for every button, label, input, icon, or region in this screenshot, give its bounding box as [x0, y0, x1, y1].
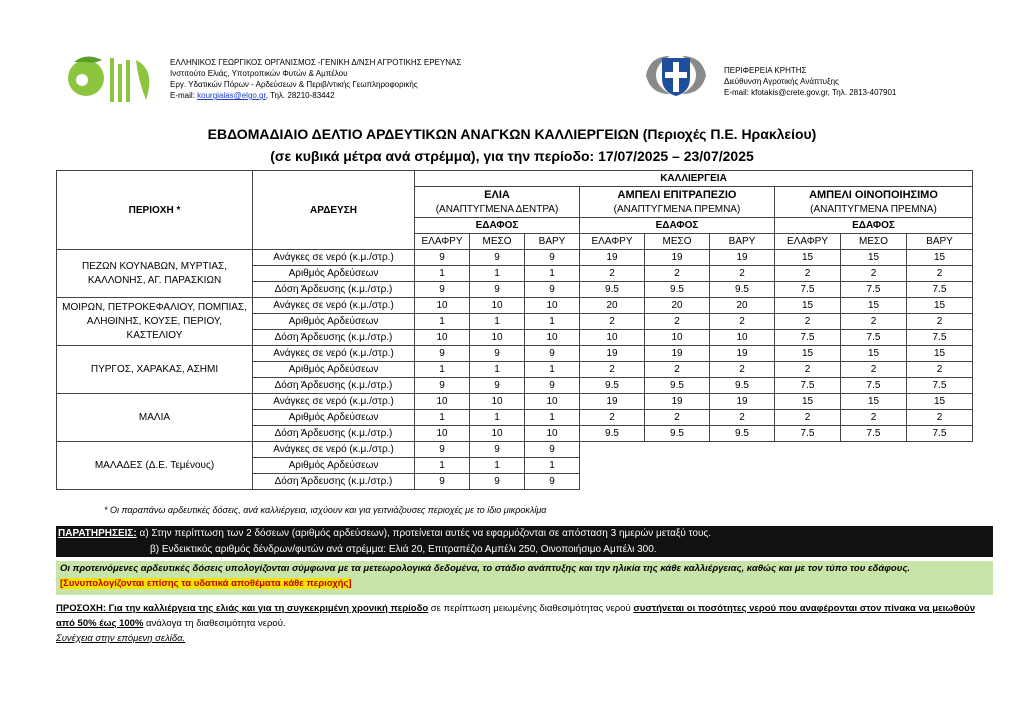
empty-cell: [580, 474, 645, 490]
table-row: [57, 346, 973, 362]
value-cell: 2: [775, 362, 841, 378]
value-cell: 9: [525, 378, 580, 394]
value-cell: 9: [415, 442, 470, 458]
value-cell: 7.5: [907, 378, 973, 394]
value-cell: 2: [710, 410, 775, 426]
empty-cell: [841, 474, 907, 490]
value-cell: 2: [907, 362, 973, 378]
footnote: * Οι παραπάνω αρδευτικές δόσεις, ανά καλλιέργεια, ισχύουν και για γειτνιάζουσες περιοχές με το ίδιο μικροκλίμα: [104, 505, 547, 515]
table-row: [57, 298, 973, 314]
value-cell: 2: [907, 410, 973, 426]
value-cell: 7.5: [841, 330, 907, 346]
value-cell: 2: [841, 266, 907, 282]
value-cell: 19: [580, 250, 645, 266]
value-cell: 1: [415, 314, 470, 330]
region-name: ΠΕΖΩΝ ΚΟΥΝΑΒΩΝ, ΜΥΡΤΙΑΣ, ΚΑΛΛΟΝΗΣ, ΑΓ. ΠΑΡΑΣΚΙΩΝ: [57, 250, 253, 298]
value-cell: 7.5: [907, 426, 973, 442]
value-cell: 2: [907, 266, 973, 282]
value-cell: 10: [470, 394, 525, 410]
crops-header: ΚΑΛΛΙΕΡΓΕΙΑ: [415, 171, 973, 187]
value-cell: 7.5: [841, 426, 907, 442]
metric-label: Αριθμός Αρδεύσεων: [253, 362, 415, 378]
warning-part4: ανάλογα τη διαθεσιμότητα νερού.: [143, 618, 286, 629]
metric-label: Αριθμός Αρδεύσεων: [253, 314, 415, 330]
warning-part1: ΠΡΟΣΟΧΗ: Για την καλλιέργεια της ελιάς και για τη συγκεκριμένη χρονική περίοδο: [56, 603, 429, 614]
greek-emblem-icon: [636, 50, 716, 100]
value-cell: 1: [470, 362, 525, 378]
value-cell: 2: [645, 362, 710, 378]
value-cell: 19: [645, 250, 710, 266]
soil-type: ΒΑΡΥ: [710, 234, 775, 250]
header-left-info: [170, 57, 461, 101]
empty-cell: [841, 458, 907, 474]
value-cell: 7.5: [907, 282, 973, 298]
header-right-info: [724, 65, 896, 98]
crop-name: ΑΜΠΕΛΙ ΟΙΝΟΠΟΙΗΣΙΜΟ: [775, 187, 973, 203]
value-cell: 9.5: [645, 378, 710, 394]
value-cell: 9: [525, 474, 580, 490]
metric-label: Δόση Άρδευσης (κ.μ./στρ.): [253, 426, 415, 442]
value-cell: 15: [907, 394, 973, 410]
value-cell: 9: [470, 346, 525, 362]
note-a: α) Στην περίπτωση των 2 δόσεων (αριθμός αρδεύσεων), προτείνεται αυτές να εφαρμόζονται σε απόσταση 3 ημερών μεταξύ τους.: [139, 528, 712, 539]
soil-type: ΜΕΣΟ: [470, 234, 525, 250]
page-title: ΕΒΔΟΜΑΔΙΑΙΟ ΔΕΛΤΙΟ ΑΡΔΕΥΤΙΚΩΝ ΑΝΑΓΚΩΝ ΚΑΛΛΙΕΡΓΕΙΩΝ (Περιοχές Π.Ε. Ηρακλείου): [207, 126, 817, 142]
value-cell: 19: [710, 346, 775, 362]
metric-label: Δόση Άρδευσης (κ.μ./στρ.): [253, 330, 415, 346]
header-left-contact: [170, 90, 461, 101]
crop-name: ΑΜΠΕΛΙ ΕΠΙΤΡΑΠΕΖΙΟ: [580, 187, 775, 203]
value-cell: 15: [775, 250, 841, 266]
value-cell: 2: [841, 362, 907, 378]
value-cell: 2: [775, 410, 841, 426]
value-cell: 9: [470, 442, 525, 458]
soil-label: ΕΔΑΦΟΣ: [775, 218, 973, 234]
value-cell: 10: [525, 426, 580, 442]
value-cell: 19: [645, 394, 710, 410]
empty-cell: [710, 474, 775, 490]
value-cell: 15: [841, 346, 907, 362]
value-cell: 9: [470, 282, 525, 298]
notes-label: ΠΑΡΑΤΗΡΗΣΕΙΣ:: [58, 528, 137, 539]
value-cell: 9.5: [710, 426, 775, 442]
empty-cell: [580, 442, 645, 458]
value-cell: 9.5: [710, 282, 775, 298]
value-cell: 9.5: [580, 378, 645, 394]
notes-line-b: [56, 542, 993, 557]
value-cell: 2: [710, 266, 775, 282]
value-cell: 9: [525, 282, 580, 298]
empty-cell: [841, 442, 907, 458]
value-cell: 2: [580, 362, 645, 378]
metric-label: Δόση Άρδευσης (κ.μ./στρ.): [253, 282, 415, 298]
value-cell: 19: [710, 250, 775, 266]
metric-label: Ανάγκες σε νερό (κ.μ./στρ.): [253, 442, 415, 458]
value-cell: 1: [525, 314, 580, 330]
value-cell: 15: [907, 346, 973, 362]
value-cell: 1: [470, 266, 525, 282]
value-cell: 15: [907, 298, 973, 314]
table-row: [57, 394, 973, 410]
value-cell: 9: [415, 474, 470, 490]
value-cell: 2: [645, 314, 710, 330]
empty-cell: [710, 442, 775, 458]
value-cell: 9: [470, 474, 525, 490]
value-cell: 20: [580, 298, 645, 314]
value-cell: 9.5: [580, 282, 645, 298]
metric-label: Ανάγκες σε νερό (κ.μ./στρ.): [253, 250, 415, 266]
empty-cell: [775, 474, 841, 490]
value-cell: 2: [645, 410, 710, 426]
empty-cell: [907, 474, 973, 490]
note-b: β) Ενδεικτικός αριθμός δένδρων/φυτών ανά στρέμμα: Ελιά 20, Επιτραπέζιο Αμπέλι 250, Οινοποιήσιμο Αμπέλι 300.: [150, 544, 657, 555]
value-cell: 19: [710, 394, 775, 410]
warning-part2: σε περίπτωση μειωμένης διαθεσιμότητας νερού: [428, 603, 634, 614]
value-cell: 15: [907, 250, 973, 266]
value-cell: 2: [907, 314, 973, 330]
value-cell: 9: [415, 378, 470, 394]
soil-type: ΒΑΡΥ: [525, 234, 580, 250]
value-cell: 1: [415, 266, 470, 282]
value-cell: 9: [470, 378, 525, 394]
value-cell: 15: [841, 298, 907, 314]
header-right-line: E-mail: kfotakis@crete.gov.gr, Τηλ. 2813-407901: [724, 88, 897, 97]
value-cell: 15: [775, 346, 841, 362]
value-cell: 10: [470, 298, 525, 314]
value-cell: 9: [525, 346, 580, 362]
header-row: [57, 171, 973, 187]
value-cell: 10: [710, 330, 775, 346]
value-cell: 2: [645, 266, 710, 282]
email-link[interactable]: kourgialas@elgo.gr: [197, 91, 266, 100]
value-cell: 15: [841, 250, 907, 266]
value-cell: 1: [415, 410, 470, 426]
region-name: ΜΟΙΡΩΝ, ΠΕΤΡΟΚΕΦΑΛΙΟΥ, ΠΟΜΠΙΑΣ, ΑΛΗΘΙΝΗΣ, ΚΟΥΣΕ, ΠΕΡΙΟΥ, ΚΑΣΤΕΛΙΟΥ: [57, 298, 253, 346]
empty-cell: [645, 458, 710, 474]
value-cell: 2: [580, 266, 645, 282]
region-name: ΜΑΛΑΔΕΣ (Δ.Ε. Τεμένους): [57, 442, 253, 490]
table-row: [57, 442, 973, 458]
crop-subtitle: (ΑΝΑΠΤΥΓΜΕΝΑ ΠΡΕΜΝΑ): [580, 202, 775, 218]
value-cell: 10: [525, 394, 580, 410]
value-cell: 9: [525, 442, 580, 458]
value-cell: 1: [470, 458, 525, 474]
value-cell: 2: [841, 410, 907, 426]
page-subtitle: (σε κυβικά μέτρα ανά στρέμμα), για την περίοδο: 17/07/2025 – 23/07/2025: [270, 148, 754, 164]
metric-label: Δόση Άρδευσης (κ.μ./στρ.): [253, 474, 415, 490]
value-cell: 7.5: [775, 282, 841, 298]
soil-type: ΕΛΑΦΡΥ: [415, 234, 470, 250]
header-right-line: Διεύθυνση Αγροτικής Ανάπτυξης: [724, 77, 839, 86]
email-prefix: E-mail:: [170, 91, 198, 100]
crop-name: ΕΛΙΑ: [415, 187, 580, 203]
soil-type: ΕΛΑΦΡΥ: [775, 234, 841, 250]
crop-subtitle: (ΑΝΑΠΤΥΓΜΕΝΑ ΔΕΝΤΡΑ): [415, 202, 580, 218]
soil-label: ΕΔΑΦΟΣ: [415, 218, 580, 234]
value-cell: 7.5: [775, 378, 841, 394]
irrigation-table: [56, 170, 973, 490]
value-cell: 2: [580, 410, 645, 426]
value-cell: 9: [415, 250, 470, 266]
region-name: ΜΑΛΙΑ: [57, 394, 253, 442]
value-cell: 20: [645, 298, 710, 314]
empty-cell: [775, 442, 841, 458]
value-cell: 2: [710, 314, 775, 330]
value-cell: 9: [525, 250, 580, 266]
value-cell: 10: [470, 330, 525, 346]
metric-label: Αριθμός Αρδεύσεων: [253, 266, 415, 282]
value-cell: 19: [580, 394, 645, 410]
header-left-line: ΕΛΛΗΝΙΚΟΣ ΓΕΩΡΓΙΚΟΣ ΟΡΓΑΝΙΣΜΟΣ -ΓΕΝΙΚΗ Δ/ΝΣΗ ΑΓΡΟΤΙΚΗΣ ΕΡΕΥΝΑΣ: [170, 58, 462, 67]
value-cell: 2: [775, 314, 841, 330]
empty-cell: [710, 458, 775, 474]
value-cell: 2: [775, 266, 841, 282]
value-cell: 9: [415, 282, 470, 298]
value-cell: 7.5: [775, 330, 841, 346]
value-cell: 10: [415, 426, 470, 442]
notes-line-a: [56, 526, 993, 542]
value-cell: 1: [525, 266, 580, 282]
value-cell: 9.5: [645, 426, 710, 442]
value-cell: 15: [841, 394, 907, 410]
value-cell: 1: [470, 410, 525, 426]
header-left-line: Ινστιτούτο Ελιάς, Υποτροπικών Φυτών & Αμπέλου: [170, 69, 348, 78]
value-cell: 15: [775, 394, 841, 410]
value-cell: 7.5: [907, 330, 973, 346]
metric-label: Ανάγκες σε νερό (κ.μ./στρ.): [253, 346, 415, 362]
value-cell: 2: [580, 314, 645, 330]
value-cell: 10: [470, 426, 525, 442]
green-note: [56, 561, 993, 595]
soil-label: ΕΔΑΦΟΣ: [580, 218, 775, 234]
value-cell: 1: [470, 314, 525, 330]
metric-label: Ανάγκες σε νερό (κ.μ./στρ.): [253, 394, 415, 410]
empty-cell: [907, 458, 973, 474]
warning-note: [56, 601, 993, 631]
value-cell: 1: [525, 410, 580, 426]
soil-type: ΜΕΣΟ: [841, 234, 907, 250]
header-left-line: Εργ. Υδατικών Πόρων - Αρδεύσεων & Περιβ/ντικής Γεωπληροφορικής: [170, 80, 418, 89]
continue-note: Συνέχεια στην επόμενη σελίδα.: [56, 633, 186, 644]
value-cell: 15: [775, 298, 841, 314]
value-cell: 10: [525, 298, 580, 314]
metric-label: Ανάγκες σε νερό (κ.μ./στρ.): [253, 298, 415, 314]
soil-type: ΕΛΑΦΡΥ: [580, 234, 645, 250]
empty-cell: [580, 458, 645, 474]
metric-label: Αριθμός Αρδεύσεων: [253, 410, 415, 426]
table-row: [57, 250, 973, 266]
value-cell: 9.5: [710, 378, 775, 394]
soil-type: ΜΕΣΟ: [645, 234, 710, 250]
value-cell: 10: [415, 330, 470, 346]
elgo-logo: [66, 50, 164, 106]
metric-label: Δόση Άρδευσης (κ.μ./στρ.): [253, 378, 415, 394]
empty-cell: [775, 458, 841, 474]
value-cell: 7.5: [841, 282, 907, 298]
crop-subtitle: (ΑΝΑΠΤΥΓΜΕΝΑ ΠΡΕΜΝΑ): [775, 202, 973, 218]
green-note-text: Οι προτεινόμενες αρδευτικές δόσεις υπολογίζονται σύμφωνα με τα μετεωρολογικά δεδομένα, το στάδιο ανάπτυξης και την ηλικία της κάθε καλλιέργειας, καθώς και με τον τύπο του εδάφους.: [60, 563, 911, 574]
warning-part3: συστήνεται οι ποσότητες νερού που αναφέρονται στον πίνακα να μειωθούν από 50% έως 100%: [56, 603, 975, 629]
empty-cell: [907, 442, 973, 458]
value-cell: 9.5: [645, 282, 710, 298]
column-header-irrigation: ΑΡΔΕΥΣΗ: [253, 171, 415, 250]
value-cell: 20: [710, 298, 775, 314]
value-cell: 9.5: [580, 426, 645, 442]
value-cell: 10: [645, 330, 710, 346]
header-right-line: ΠΕΡΙΦΕΡΕΙΑ ΚΡΗΤΗΣ: [724, 66, 807, 75]
value-cell: 10: [525, 330, 580, 346]
value-cell: 1: [525, 458, 580, 474]
value-cell: 7.5: [775, 426, 841, 442]
value-cell: 10: [415, 394, 470, 410]
value-cell: 2: [710, 362, 775, 378]
region-name: ΠΥΡΓΟΣ, ΧΑΡΑΚΑΣ, ΑΣΗΜΙ: [57, 346, 253, 394]
empty-cell: [645, 442, 710, 458]
column-header-region: ΠΕΡΙΟΧΗ *: [57, 171, 253, 250]
value-cell: 1: [525, 362, 580, 378]
green-note-highlight: [Συνυπολογίζονται επίσης τα υδατικά αποθέματα κάθε περιοχής]: [60, 578, 352, 589]
value-cell: 10: [580, 330, 645, 346]
value-cell: 1: [415, 362, 470, 378]
value-cell: 19: [645, 346, 710, 362]
value-cell: 1: [415, 458, 470, 474]
value-cell: 10: [415, 298, 470, 314]
value-cell: 2: [841, 314, 907, 330]
empty-cell: [645, 474, 710, 490]
value-cell: 9: [470, 250, 525, 266]
phone: , Τηλ. 28210-83442: [265, 91, 335, 100]
value-cell: 19: [580, 346, 645, 362]
metric-label: Αριθμός Αρδεύσεων: [253, 458, 415, 474]
soil-type: ΒΑΡΥ: [907, 234, 973, 250]
value-cell: 7.5: [841, 378, 907, 394]
value-cell: 9: [415, 346, 470, 362]
